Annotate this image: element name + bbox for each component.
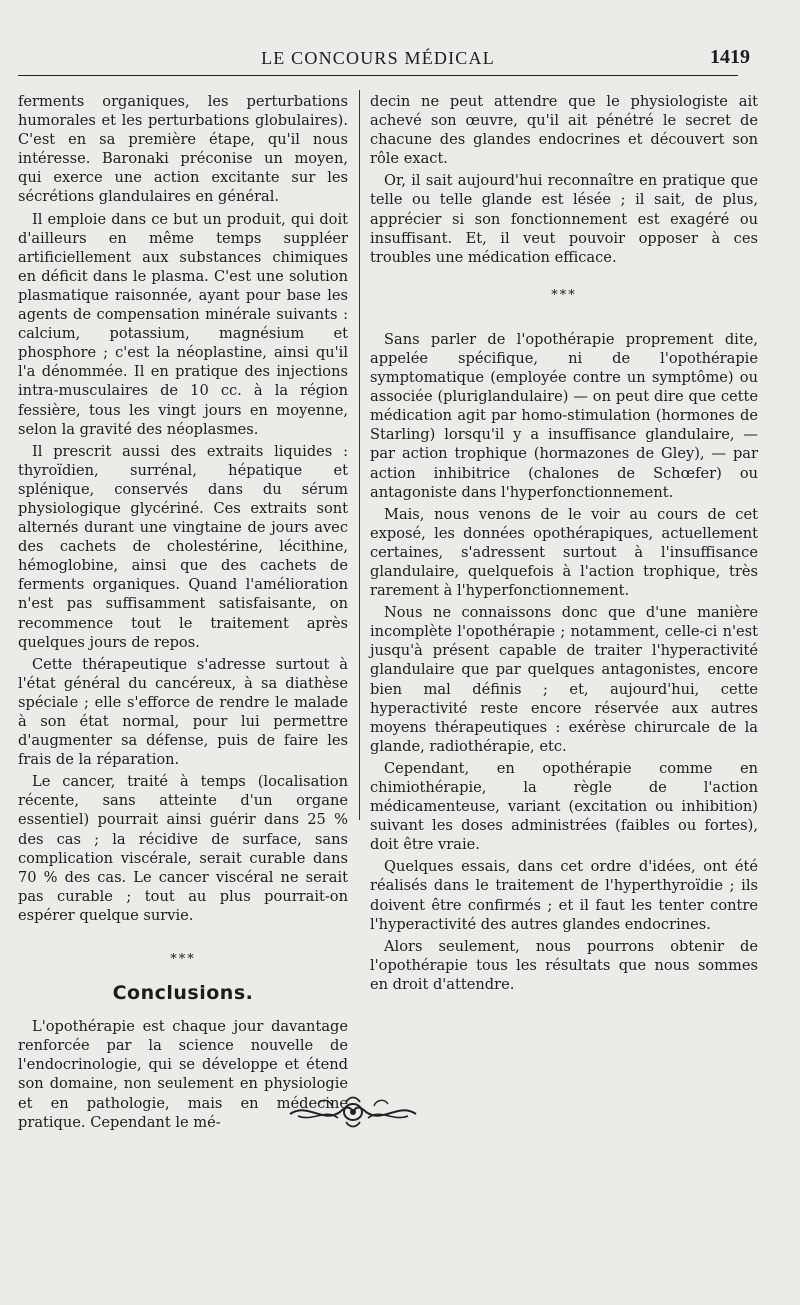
paragraph: Il emploie dans ce but un produit, qui doit d'ailleurs en même temps suppléer artificiellement aux substances chimiques en déficit dans le plasma. C'est une solution plasmatique raisonnée, ayant pour base les agents de compensation minérale suivants : calcium, potassium, magnésium et phosphore ; c'est la néoplastine, ainsi qu'il l'a dénommée. Il en pratique des injections intra-musculaires de 10 cc. à la région fessière, tous les vingt jours en moyenne, selon la gravité des néoplasmes. bbox=[18, 210, 348, 438]
paragraph: Mais, nous venons de le voir au cours de cet exposé, les données opothérapiques, actuellement certaines, s'adressent surtout à l'insuffisance glandulaire, quelquefois à l'action trophique, très rarement à l'hyperfonctionnement. bbox=[370, 505, 758, 600]
floral-tailpiece-icon bbox=[288, 1092, 418, 1132]
running-header bbox=[18, 44, 750, 76]
asterism-text: *** bbox=[170, 952, 196, 968]
section-asterism bbox=[370, 289, 758, 302]
paragraph: Le cancer, traité à temps (localisation récente, sans atteinte d'un organe essentiel) pourrait ainsi guérir dans 25 % des cas ; la récidive de surface, sans complication viscérale, serait curable dans 70 % des cas. Le cancer viscéral ne serait pas curable ; tout au plus pourrait-on espérer quelque survie. bbox=[18, 773, 348, 924]
paragraph: Cette thérapeutique s'adresse surtout à l'état général du cancéreux, à sa diathèse spéciale ; elle s'efforce de rendre le malade à son état normal, pour lui permettre d'augmenter sa défense, puis de faire les frais de la réparation. bbox=[18, 655, 348, 769]
paragraph: L'opothérapie est chaque jour davantage renforcée par la science nouvelle de l'endocrinologie, qui se développe et étend son domaine, non seulement en physiologie et en pathologie, mais en médecine pratique. Cependant le mé- bbox=[18, 1018, 348, 1131]
section-asterism bbox=[18, 953, 348, 966]
header-rule bbox=[18, 75, 738, 76]
page-number: 1419 bbox=[710, 46, 750, 68]
left-column bbox=[18, 92, 348, 1132]
right-column bbox=[370, 92, 758, 994]
paragraph: decin ne peut attendre que le physiologiste ait achevé son œuvre, qu'il ait pénétré le secret de chacune des glandes endocrines et découvert son rôle exact. bbox=[370, 93, 758, 168]
paragraph: ferments organiques, les perturbations humorales et les perturbations globulaires). C'est en sa première étape, qu'il nous intéresse. Baronaki préconise un moyen, qui exerce une action excitante sur les sécrétions glandulaires en général. bbox=[18, 93, 348, 206]
paragraph: Quelques essais, dans cet ordre d'idées, ont été réalisés dans le traitement de l'hyperthyroïdie ; ils doivent être confirmés ; et il faut les tenter contre l'hyperactivité des autres glandes endocrines. bbox=[370, 858, 758, 933]
paragraph: Nous ne connaissons donc que d'une manière incomplète l'opothérapie ; notamment, celle-ci n'est jusqu'à présent capable de traiter l'hyperactivité glandulaire que par quelques antagonistes, encore bien mal définis ; et, aujourd'hui, cette hyperactivité reste encore réservée aux autres moyens thérapeutiques : exérèse chirurcale de la glande, radiothérapie, etc. bbox=[370, 604, 758, 755]
asterism-text: *** bbox=[551, 287, 577, 303]
paragraph: Il prescrit aussi des extraits liquides : thyroïdien, surrénal, hépatique et splénique, conservés dans du sérum physiologique glycériné. Ces extraits sont alternés durant une vingtaine de jours avec des cachets de cholestérine, lécithine, hémoglobine, ainsi que des cachets de ferments organiques. Quand l'amélioration n'est pas suffisamment satisfaisante, on recommence tout le traitement après quelques jours de repos. bbox=[18, 442, 348, 651]
paragraph: Cependant, en opothérapie comme en chimiothérapie, la règle de l'action médicamenteuse, variant (excitation ou inhibition) suivant les doses administrées (faibles ou fortes), doit être vraie. bbox=[370, 759, 758, 854]
section-heading: Conclusions. bbox=[112, 982, 254, 1005]
journal-title: LE CONCOURS MÉDICAL bbox=[261, 48, 495, 68]
paragraph: Alors seulement, nous pourrons obtenir de l'opothérapie tous les résultats que nous sommes en droit d'attendre. bbox=[370, 937, 758, 993]
paragraph: Sans parler de l'opothérapie proprement dite, appelée spécifique, ni de l'opothérapie symptomatique (employée contre un symptôme) ou associée (pluriglandulaire) — on peut dire que cette médication agit par homo-stimulation (hormones de Starling) lorsqu'il y a insuffisance glandulaire, — par action trophique (hormazones de Gley), — par action inhibitrice (chalones de Schœfer) ou antagoniste dans l'hyperfonctionnement. bbox=[370, 330, 758, 501]
column-divider bbox=[359, 90, 360, 820]
paragraph: Or, il sait aujourd'hui reconnaître en pratique que telle ou telle glande est lésée ; il sait, de plus, apprécier si son fonctionnement est exagéré ou insuffisant. Et, il veut pouvoir opposer à ces troubles une médication efficace. bbox=[370, 172, 758, 266]
